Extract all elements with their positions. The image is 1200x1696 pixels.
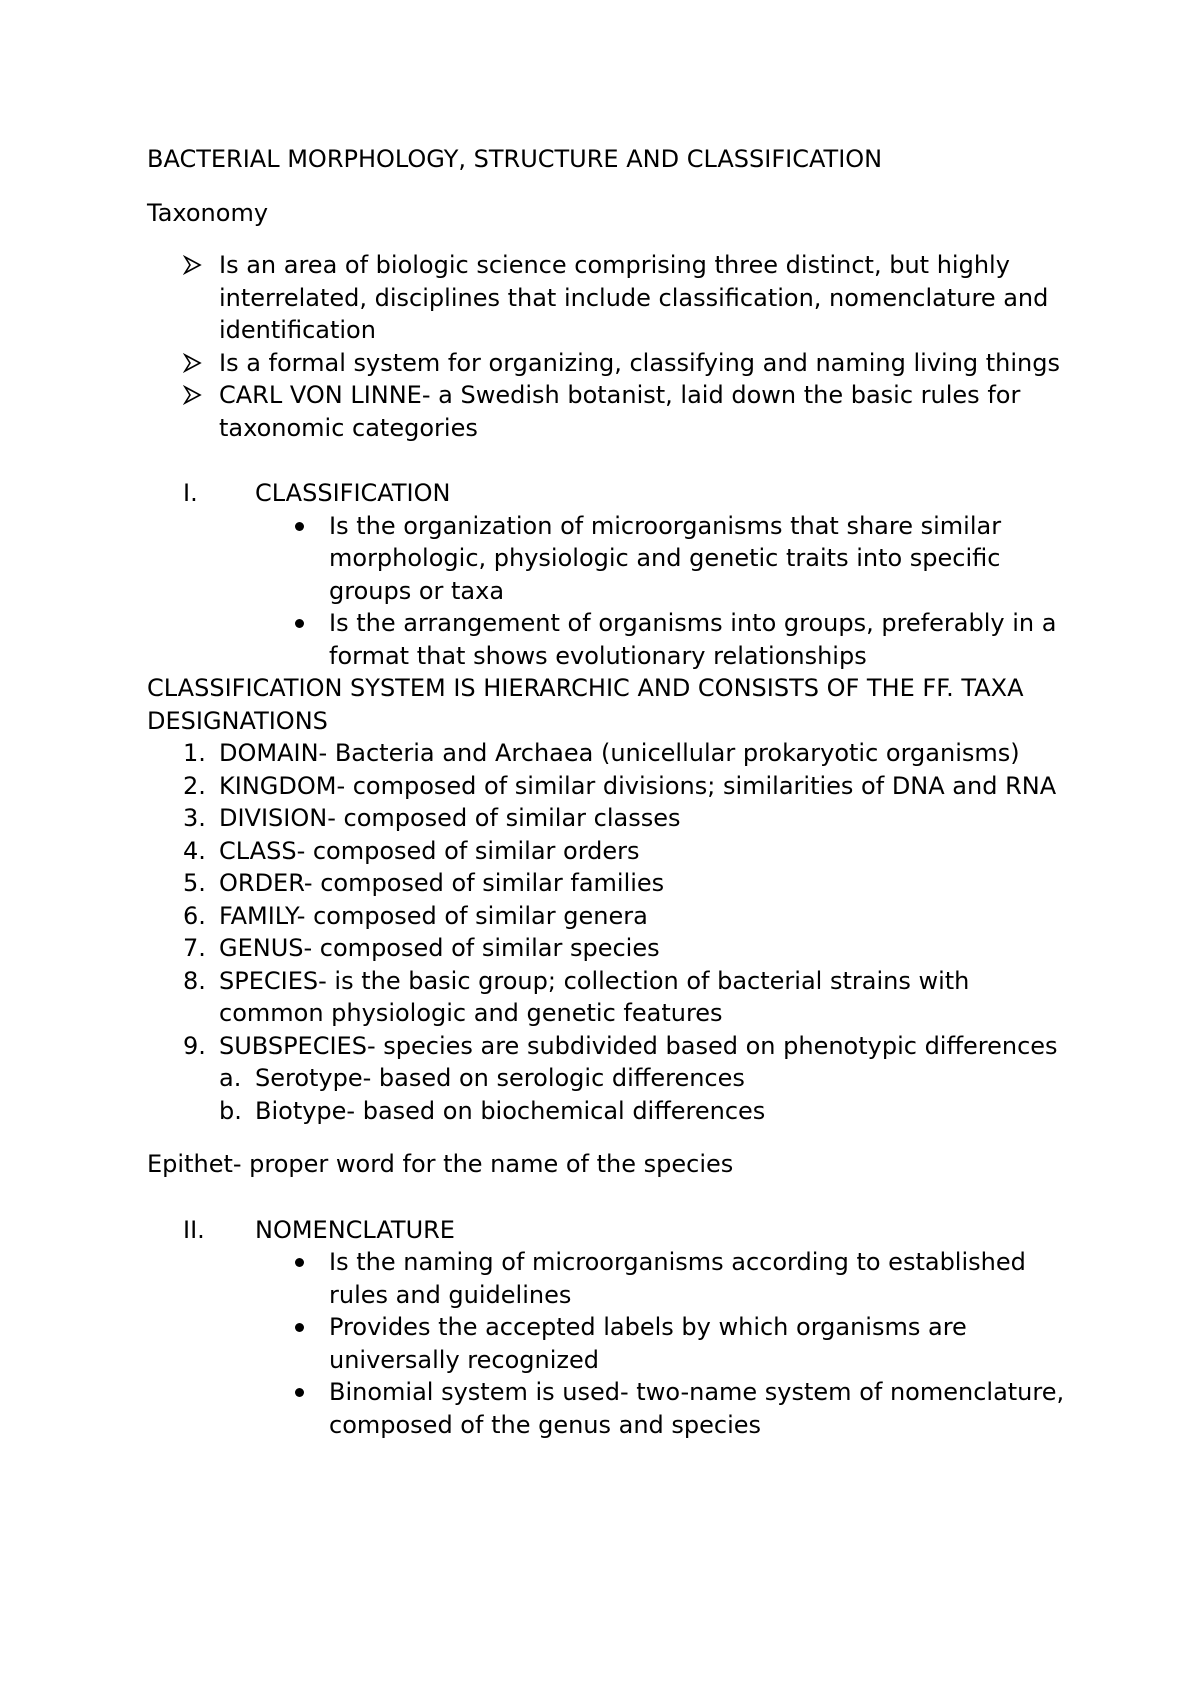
item-text: FAMILY- composed of similar genera — [219, 901, 648, 930]
item-text: Serotype- based on serologic differences — [255, 1064, 745, 1092]
taxonomy-point-text: Is a formal system for organizing, classifying and naming living things — [219, 348, 1061, 377]
subspecies-list — [147, 1062, 1067, 1127]
item-number: 3. — [183, 804, 206, 832]
list-item — [147, 770, 1067, 803]
filled-circle-bullet-icon — [295, 522, 304, 531]
arrowhead-bullet-icon — [183, 379, 203, 411]
list-item — [147, 347, 1067, 380]
item-number: 1. — [183, 739, 206, 767]
list-item — [147, 737, 1067, 770]
item-number: 7. — [183, 934, 206, 962]
nomenclature-heading — [147, 1214, 1067, 1247]
item-number: 5. — [183, 869, 206, 897]
list-item — [147, 249, 1067, 347]
list-item — [147, 379, 1067, 444]
item-text: CLASS- composed of similar orders — [219, 836, 640, 865]
item-text: KINGDOM- composed of similar divisions; similarities of DNA and RNA — [219, 771, 1057, 800]
nomenclature-section — [147, 1214, 1067, 1442]
classification-section — [147, 477, 1067, 672]
system-heading: CLASSIFICATION SYSTEM IS HIERARCHIC AND CONSISTS OF THE FF. TAXA DESIGNATIONS — [147, 674, 1024, 735]
item-text: GENUS- composed of similar species — [219, 934, 660, 962]
item-text: DIVISION- composed of similar classes — [219, 804, 681, 832]
item-letter: b. — [219, 1096, 242, 1125]
item-number: 4. — [183, 836, 206, 865]
item-number: 8. — [183, 966, 206, 995]
item-text: Biotype- based on biochemical differences — [255, 1096, 766, 1125]
taxonomy-heading: Taxonomy — [147, 198, 269, 227]
bullet-text: Binomial system is used- two-name system of nomenclature, composed of the genus and species — [329, 1378, 1065, 1439]
list-item — [147, 510, 1067, 608]
filled-circle-bullet-icon — [295, 1388, 304, 1397]
list-item — [147, 932, 1067, 965]
item-text: ORDER- composed of similar families — [219, 869, 665, 897]
list-item — [147, 835, 1067, 868]
nomenclature-bullets — [147, 1246, 1067, 1441]
section-numeral: II. — [183, 1215, 205, 1244]
list-item — [147, 802, 1067, 835]
list-item — [147, 1246, 1067, 1311]
list-item — [147, 607, 1067, 672]
item-number: 2. — [183, 771, 206, 800]
list-item — [147, 965, 1067, 1030]
bullet-text: Is the arrangement of organisms into groups, preferably in a format that shows evolutionary relationships — [329, 609, 1057, 670]
filled-circle-bullet-icon — [295, 1258, 304, 1267]
item-text: SUBSPECIES- species are subdivided based on phenotypic differences — [219, 1031, 1058, 1060]
epithet-definition: Epithet- proper word for the name of the species — [147, 1150, 734, 1178]
arrowhead-bullet-icon — [183, 347, 203, 379]
taxonomy-point-text: CARL VON LINNE- a Swedish botanist, laid down the basic rules for taxonomic categories — [219, 381, 1021, 442]
item-letter: a. — [219, 1064, 242, 1092]
taxa-list — [147, 737, 1067, 1062]
document-page — [147, 143, 1067, 1441]
list-item — [147, 1095, 1067, 1128]
taxonomy-points — [147, 249, 1067, 444]
bullet-text: Is the organization of microorganisms that share similar morphologic, physiologic and genetic traits into specific groups or taxa — [329, 511, 1002, 605]
list-item — [147, 1062, 1067, 1095]
section-numeral: I. — [183, 479, 198, 507]
item-number: 6. — [183, 901, 206, 930]
classification-heading — [147, 477, 1067, 510]
list-item — [147, 900, 1067, 933]
document-title: BACTERIAL MORPHOLOGY, STRUCTURE AND CLASSIFICATION — [147, 145, 883, 173]
list-item — [147, 1376, 1067, 1441]
filled-circle-bullet-icon — [295, 619, 304, 628]
filled-circle-bullet-icon — [295, 1323, 304, 1332]
list-item — [147, 1311, 1067, 1376]
bullet-text: Is the naming of microorganisms according to established rules and guidelines — [329, 1248, 1026, 1309]
bullet-text: Provides the accepted labels by which organisms are universally recognized — [329, 1313, 967, 1374]
list-item — [147, 1030, 1067, 1063]
classification-bullets — [147, 510, 1067, 673]
list-item — [147, 867, 1067, 900]
arrowhead-bullet-icon — [183, 249, 203, 281]
section-title: CLASSIFICATION — [255, 479, 451, 507]
item-text: DOMAIN- Bacteria and Archaea (unicellular prokaryotic organisms) — [219, 739, 1020, 767]
section-title: NOMENCLATURE — [255, 1215, 455, 1244]
item-text: SPECIES- is the basic group; collection of bacterial strains with common physiologic and genetic features — [219, 966, 970, 1027]
item-number: 9. — [183, 1031, 206, 1060]
taxonomy-point-text: Is an area of biologic science comprising three distinct, but highly interrelated, disciplines that include classification, nomenclature and identification — [219, 251, 1049, 344]
